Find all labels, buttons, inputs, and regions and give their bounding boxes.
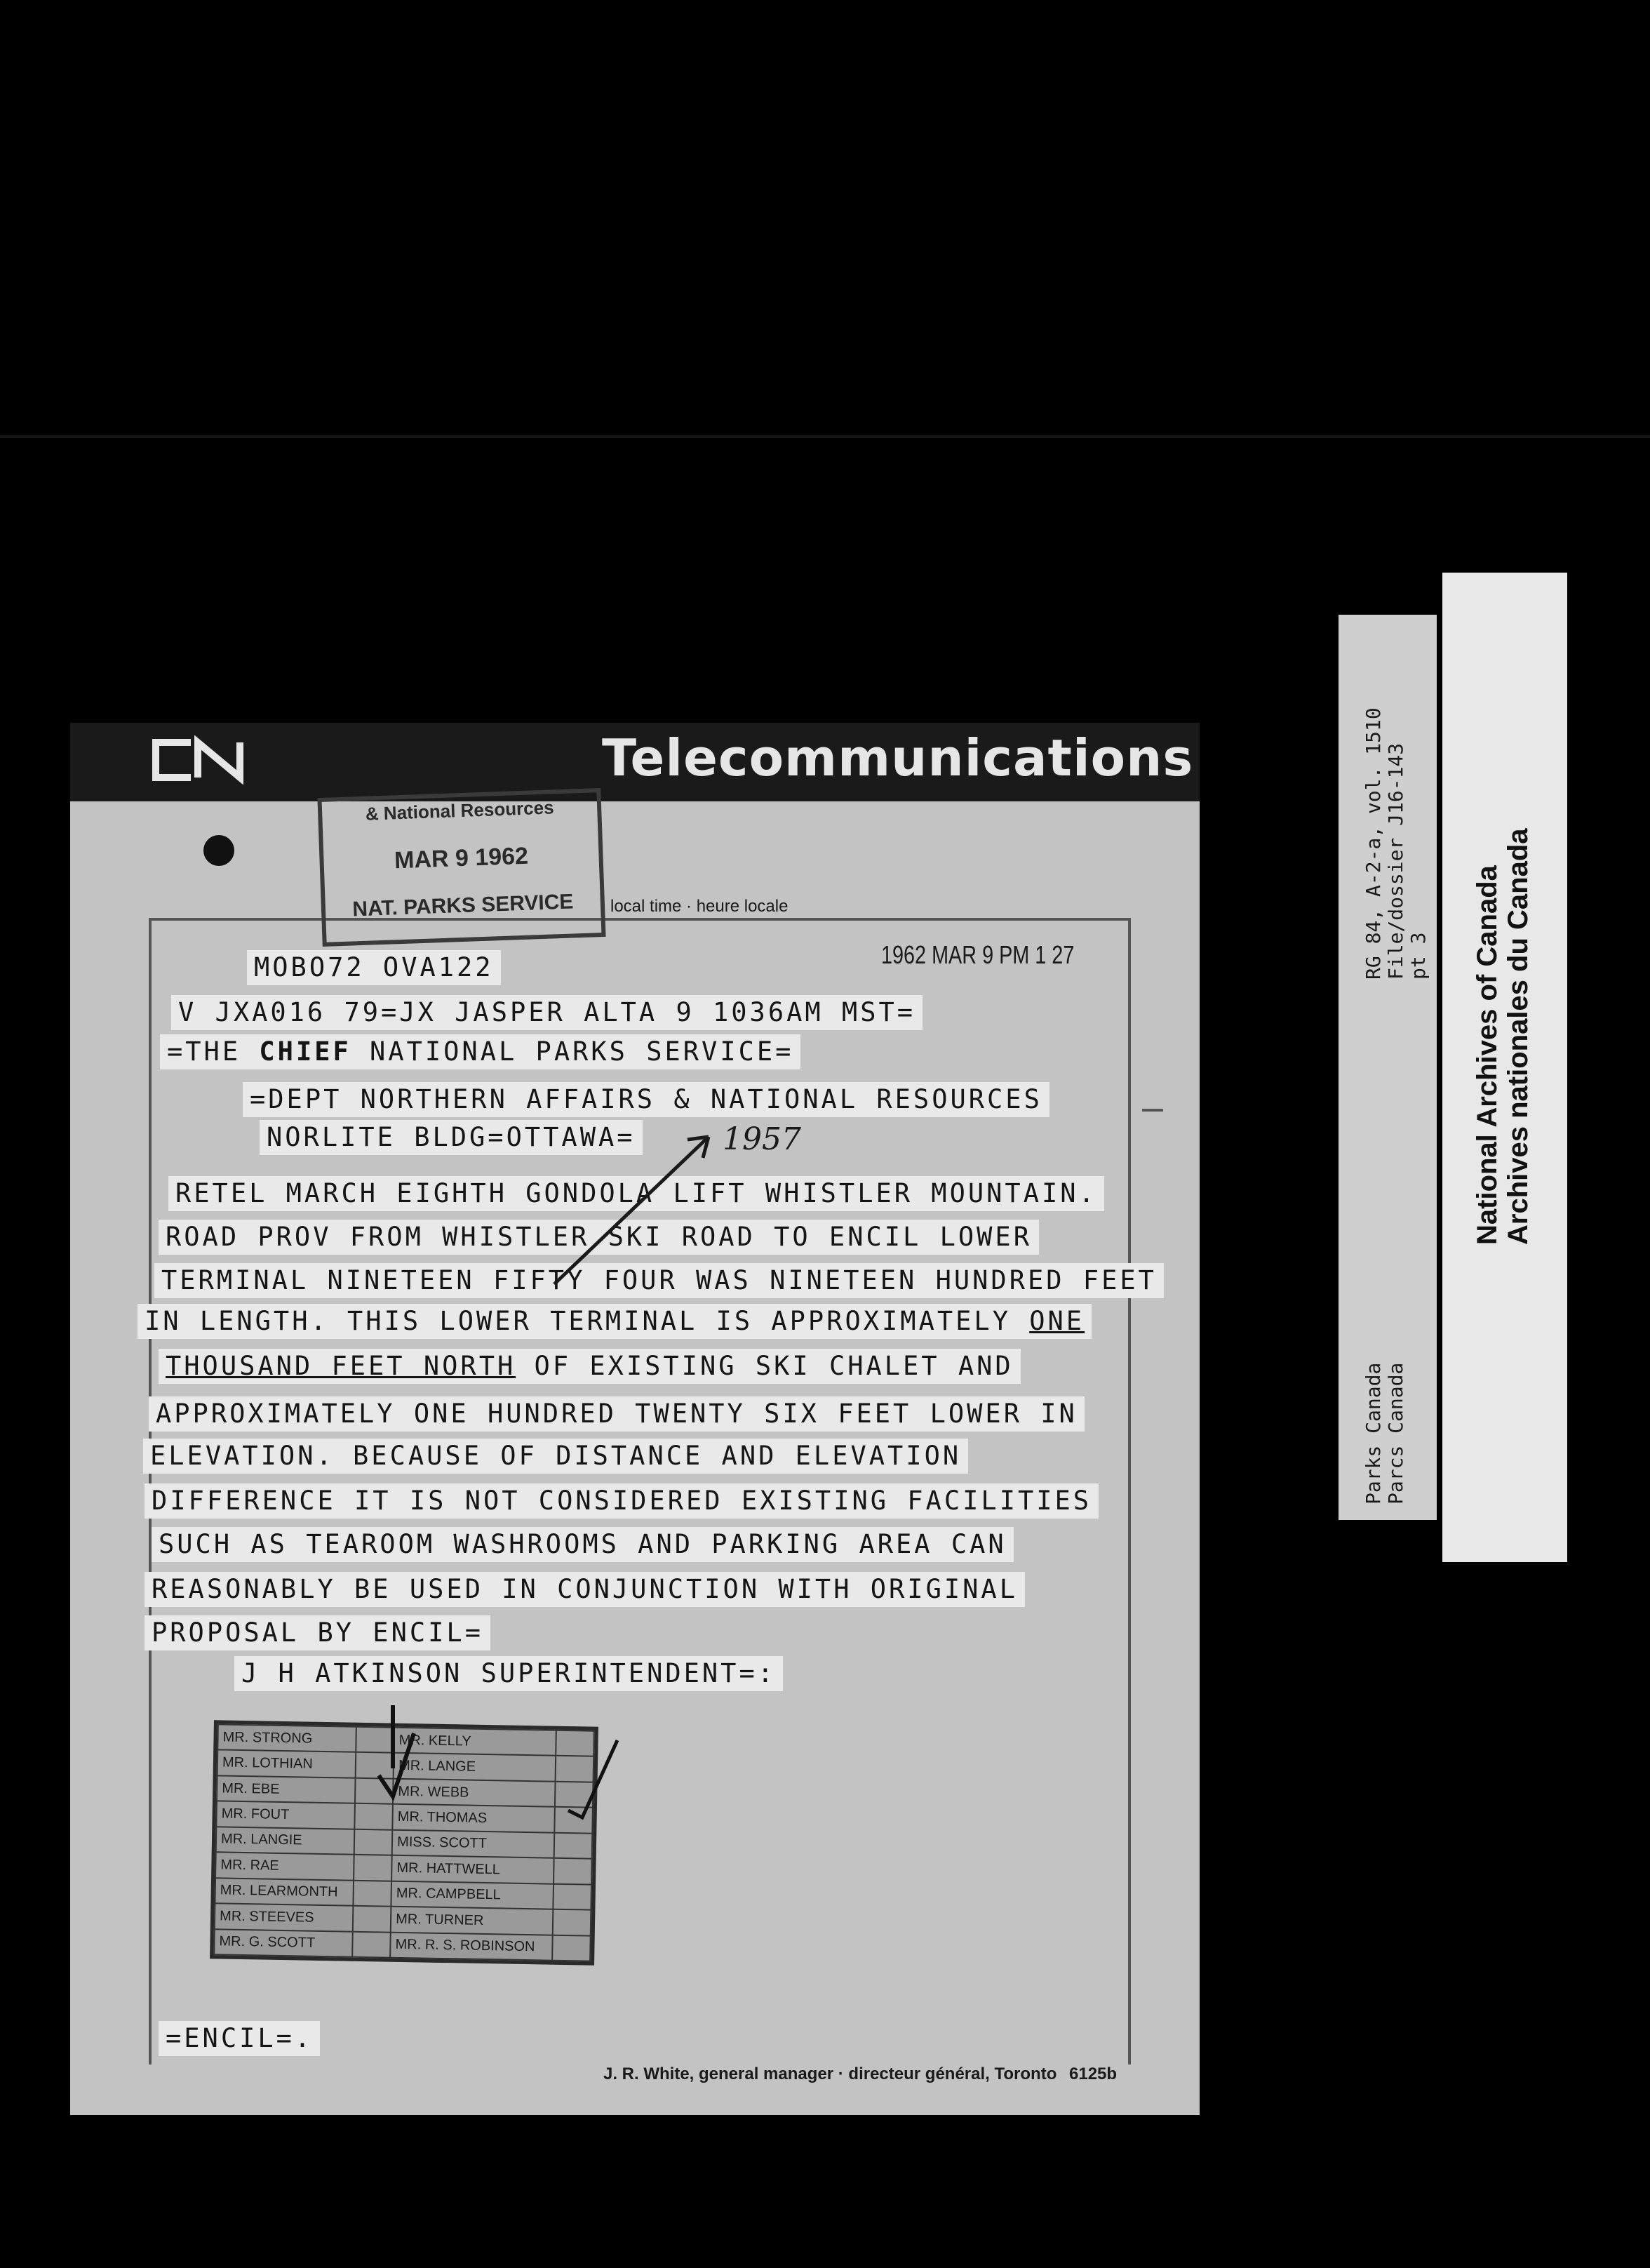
agency-name-fr: Parcs Canada (1384, 1362, 1407, 1505)
tape-line: TERMINAL NINETEEN FIFTY FOUR WAS NINETEEN HUNDRED FEET (154, 1263, 1164, 1298)
tape-text: =THE (167, 1036, 260, 1067)
tape-line: ROAD PROV FROM WHISTLER SKI ROAD TO ENCIL LOWER (159, 1220, 1039, 1255)
archive-ref-line-3: pt 3 (1407, 932, 1430, 980)
routing-name: MR. STRONG (217, 1724, 356, 1752)
routing-check-cell (352, 1931, 391, 1957)
tape-text-bold: CHIEF (259, 1036, 351, 1067)
routing-name: MR. CAMPBELL (391, 1881, 554, 1909)
routing-check-cell (554, 1832, 593, 1858)
archive-reference-slip (1339, 615, 1437, 1520)
tape-text: IN LENGTH. THIS LOWER TERMINAL IS APPROXIMATELY (145, 1306, 1030, 1336)
tape-line: RETEL MARCH EIGHTH GONDOLA LIFT WHISTLER MOUNTAIN. (168, 1176, 1104, 1211)
tape-line: REASONABLY BE USED IN CONJUNCTION WITH ORIGINAL (145, 1572, 1025, 1607)
form-code: 6125b (1069, 2064, 1118, 2083)
tape-text-underlined: ONE (1029, 1306, 1085, 1336)
tape-text: NATIONAL PARKS SERVICE= (351, 1036, 794, 1067)
tape-text-underlined: THOUSAND FEET NORTH (166, 1351, 516, 1381)
received-stamp (317, 788, 605, 947)
stamp-date: MAR 9 1962 (394, 842, 529, 874)
archive-ref-line-1: RG 84, A-2-a, vol. 1510 (1362, 707, 1385, 980)
archives-name-en: National Archives of Canada (1472, 865, 1503, 1245)
routing-name: MR. FOUT (216, 1801, 355, 1829)
stamp-line-1: & National Resources (365, 796, 554, 825)
scan-edge (0, 435, 1650, 438)
routing-name: MR. HATTWELL (391, 1855, 554, 1883)
routing-check-cell (354, 1880, 392, 1906)
tape-line: MOBO72 OVA122 (247, 950, 501, 985)
margin-mark (1142, 1109, 1163, 1112)
routing-name: MR. TURNER (391, 1907, 553, 1935)
footer-signature: J. R. White, general manager · directeur général, Toronto (603, 2064, 1057, 2083)
routing-name: MR. KELLY (394, 1728, 556, 1756)
routing-check-cell (353, 1906, 391, 1932)
tape-line: =DEPT NORTHERN AFFAIRS & NATIONAL RESOURCES (243, 1082, 1049, 1117)
routing-name: MR. RAE (215, 1853, 354, 1881)
routing-check-cell (552, 1935, 591, 1961)
archive-ref-line-2: File/dossier J16-143 (1384, 742, 1407, 980)
routing-name: MR. LANGE (394, 1753, 556, 1781)
routing-check-cell (553, 1909, 591, 1935)
routing-name: MR. LOTHIAN (217, 1750, 356, 1778)
routing-name: MISS. SCOTT (392, 1829, 554, 1857)
routing-name: MR. G. SCOTT (214, 1929, 353, 1957)
tape-line: PROPOSAL BY ENCIL= (145, 1615, 490, 1650)
letterhead-title: Telecommunications (602, 728, 1194, 787)
tape-line: V JXA016 79=JX JASPER ALTA 9 1036AM MST= (171, 995, 923, 1030)
routing-check-cell (554, 1858, 592, 1884)
tape-text: OF EXISTING SKI CHALET AND (516, 1351, 1014, 1381)
tape-line: NORLITE BLDG=OTTAWA= (260, 1120, 643, 1155)
routing-name: MR. WEBB (393, 1779, 555, 1807)
tape-line (138, 1304, 1092, 1339)
routing-name: MR. THOMAS (392, 1804, 554, 1832)
tape-line (159, 1349, 1021, 1384)
tape-line: SUCH AS TEAROOM WASHROOMS AND PARKING AREA CAN (152, 1527, 1014, 1562)
tape-line: APPROXIMATELY ONE HUNDRED TWENTY SIX FEET LOWER IN (149, 1396, 1085, 1432)
routing-name: MR. STEEVES (215, 1903, 354, 1931)
punch-hole (203, 835, 234, 866)
archives-label-slip (1442, 573, 1567, 1562)
local-time-label: local time · heure locale (610, 897, 789, 916)
tape-line: J H ATKINSON SUPERINTENDENT=: (234, 1656, 783, 1691)
handwritten-annotation: 1957 (723, 1121, 801, 1157)
archives-name-fr: Archives nationales du Canada (1503, 828, 1534, 1245)
check-marks-icon (365, 1691, 631, 1832)
tape-line: =ENCIL=. (159, 2021, 320, 2056)
routing-name: MR. LANGIE (216, 1827, 355, 1855)
handwritten-arrow-icon (547, 1130, 730, 1291)
stamp-office: NAT. PARKS SERVICE (351, 890, 574, 921)
routing-name: MR. EBE (217, 1775, 356, 1803)
cn-logo (149, 735, 254, 785)
routing-check-cell (553, 1883, 591, 1909)
tape-line (160, 1034, 800, 1069)
routing-check-cell (354, 1855, 392, 1881)
tape-line: DIFFERENCE IT IS NOT CONSIDERED EXISTING FACILITIES (145, 1483, 1099, 1519)
agency-name-en: Parks Canada (1362, 1362, 1385, 1505)
received-time: 1962 MAR 9 PM 1 27 (881, 940, 1075, 969)
routing-name: MR. R. S. ROBINSON (390, 1932, 552, 1961)
tape-line: ELEVATION. BECAUSE OF DISTANCE AND ELEVATION (143, 1439, 968, 1474)
routing-name: MR. LEARMONTH (215, 1878, 354, 1906)
routing-check-cell (354, 1829, 393, 1855)
